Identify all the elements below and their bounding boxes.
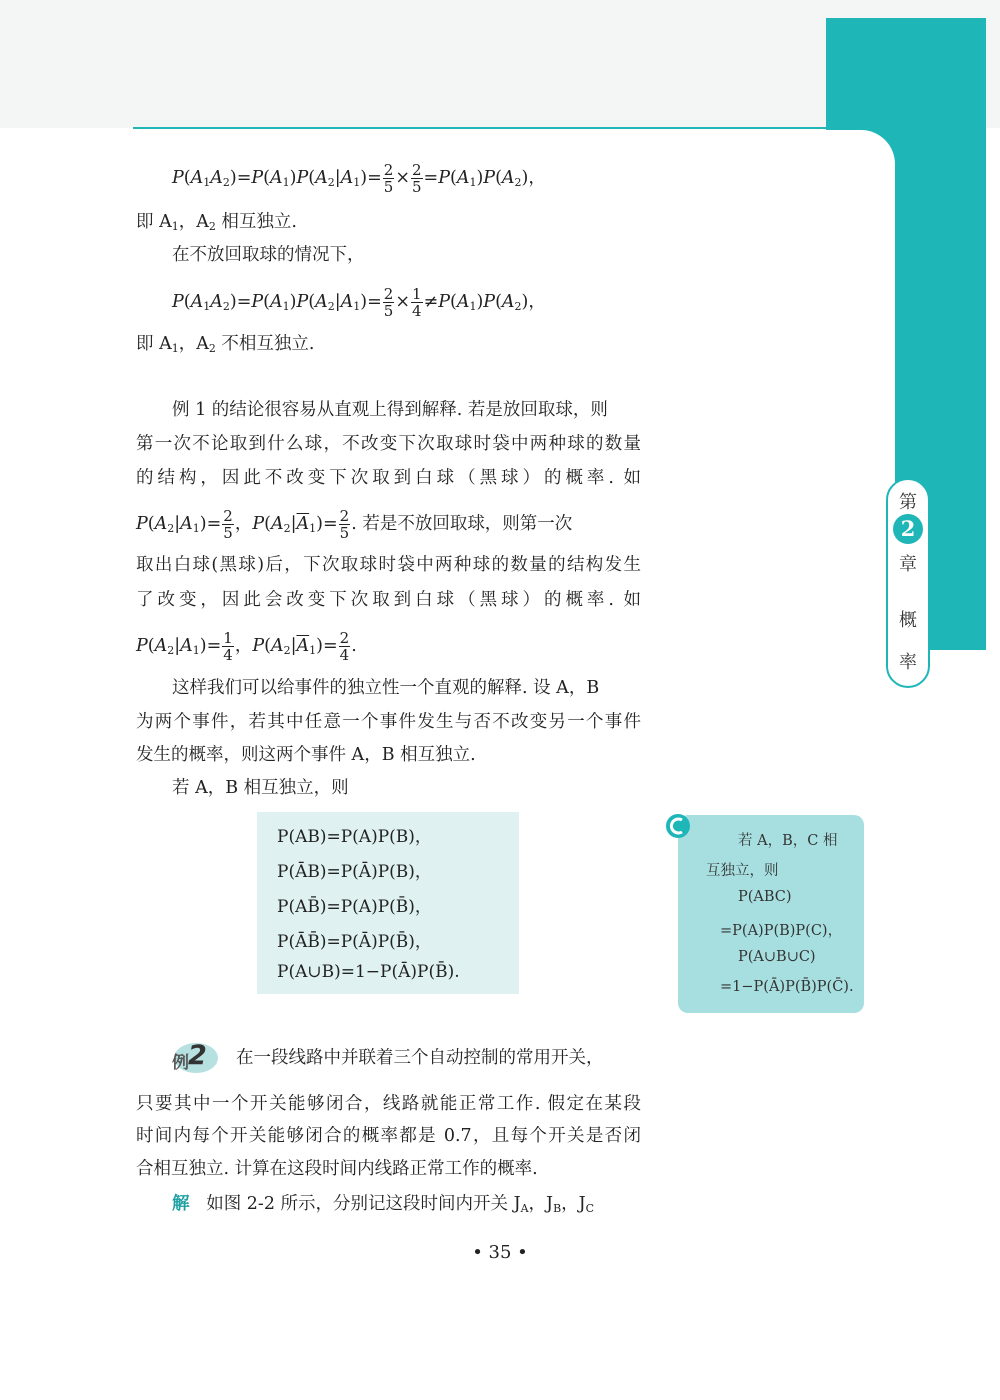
paragraph-line: 例 1 的结论很容易从直观上得到解释. 若是放回取球，则 bbox=[172, 400, 608, 420]
paragraph-equation-line: $P(A_2|A_1)=$ $\frac{1}{4}$ ，$P(A_2|\overline{A}_1)=$ $\frac{2}{4}$ . bbox=[136, 629, 357, 664]
chapter-tab[interactable] bbox=[886, 478, 930, 688]
formula-line: P(AB)=P(A)P(B)， bbox=[277, 827, 432, 847]
paragraph-line: 为两个事件，若其中任意一个事件发生与否不改变另一个事件 bbox=[136, 712, 641, 732]
margin-note bbox=[678, 815, 864, 1013]
paragraph-line: 这样我们可以给事件的独立性一个直观的解释. 设 A，B bbox=[172, 678, 600, 698]
note-line: P(A∪B∪C) bbox=[738, 949, 816, 965]
solution-label: 解 bbox=[172, 1194, 190, 1214]
example-text-line: 时间内每个开关能够闭合的概率都是 0.7，且每个开关是否闭 bbox=[136, 1126, 641, 1146]
example-text-line: 在一段线路中并联着三个自动控制的常用开关， bbox=[236, 1048, 604, 1068]
chapter-number: 2 bbox=[893, 514, 923, 544]
page-number: • 35 • bbox=[472, 1242, 528, 1263]
example-badge: 例 2 bbox=[168, 1040, 220, 1076]
paragraph-line: 取出白球(黑球)后，下次取球时袋中两种球的数量的结构发生 bbox=[136, 555, 641, 575]
paragraph-line: 第一次不论取到什么球，不改变下次取球时袋中两种球的数量 bbox=[136, 434, 641, 454]
paragraph-equation-line: $P(A_2|A_1)=$ $\frac{2}{5}$ ，$P(A_2|\overline{A}_1)=$ $\frac{2}{5}$ . 若是不放回取球，则第一次 bbox=[136, 507, 573, 542]
note-line: P(ABC) bbox=[738, 889, 792, 905]
note-line: =1−P(Ā)P(B̄)P(C̄). bbox=[720, 979, 854, 995]
fraction: $\frac{1}{4}$ bbox=[223, 629, 233, 664]
note-line: 互独立，则 bbox=[706, 863, 779, 879]
equation-without-replacement: $P(A_1A_2)=P(A_1)P(A_2|A_1)=$ $\frac{2}{5}$ × $\frac{1}{4}$ $\ne P(A_1)P(A_2)$， bbox=[172, 285, 546, 320]
formula-line: P(ĀB)=P(Ā)P(B)， bbox=[277, 862, 432, 882]
chapter-title-1: 概 bbox=[899, 610, 917, 631]
chapter-di: 第 bbox=[899, 492, 917, 513]
example-text-line: 合相互独立. 计算在这段时间内线路正常工作的概率. bbox=[136, 1159, 538, 1179]
paragraph-line: 了改变，因此会改变下次取到白球（黑球）的概率. 如 bbox=[136, 590, 641, 610]
fraction: $\frac{2}{5}$ bbox=[223, 507, 233, 542]
fraction: $\frac{2}{5}$ bbox=[383, 285, 394, 320]
note-line: 若 A，B，C 相 bbox=[738, 833, 838, 849]
equation-with-replacement: $P(A_1A_2)=P(A_1)P(A_2|A_1)=$ $\frac{2}{5}$ × $\frac{2}{5}$ $=P(A_1)P(A_2)$， bbox=[172, 161, 546, 196]
formula-box bbox=[257, 812, 519, 994]
conclusion-independent: 即 $A_1$，$A_2$ 相互独立. bbox=[136, 212, 297, 233]
fraction: $\frac{1}{4}$ bbox=[411, 285, 422, 320]
note-line: =P(A)P(B)P(C)， bbox=[720, 923, 843, 939]
text-without-replacement: 在不放回取球的情况下， bbox=[172, 245, 365, 265]
note-arrow-icon bbox=[664, 812, 692, 840]
example-text-line: 只要其中一个开关能够闭合，线路就能正常工作. 假定在某段 bbox=[136, 1094, 641, 1114]
paragraph-line: 的结构，因此不改变下次取到白球（黑球）的概率. 如 bbox=[136, 468, 641, 488]
fraction: $\frac{2}{4}$ bbox=[339, 629, 350, 664]
paragraph-line: 发生的概率，则这两个事件 A，B 相互独立. bbox=[136, 745, 476, 765]
paragraph-line: 若 A，B 相互独立，则 bbox=[172, 778, 349, 798]
fraction: $\frac{2}{5}$ bbox=[339, 507, 350, 542]
formula-line: P(A∪B)=1−P(Ā)P(B̄). bbox=[277, 962, 460, 982]
formula-line: P(ĀB̄)=P(Ā)P(B̄)， bbox=[277, 932, 432, 952]
formula-line: P(AB̄)=P(A)P(B̄)， bbox=[277, 897, 432, 917]
solution-line: 解 如图 2-2 所示，分别记这段时间内开关 $J_A$，$J_B$，$J_C$ bbox=[172, 1194, 595, 1215]
fraction: $\frac{2}{5}$ bbox=[411, 161, 422, 196]
chapter-zhang: 章 bbox=[899, 554, 917, 575]
chapter-title-2: 率 bbox=[899, 652, 917, 673]
fraction: $\frac{2}{5}$ bbox=[383, 161, 394, 196]
conclusion-not-independent: 即 $A_1$，$A_2$ 不相互独立. bbox=[136, 334, 315, 355]
